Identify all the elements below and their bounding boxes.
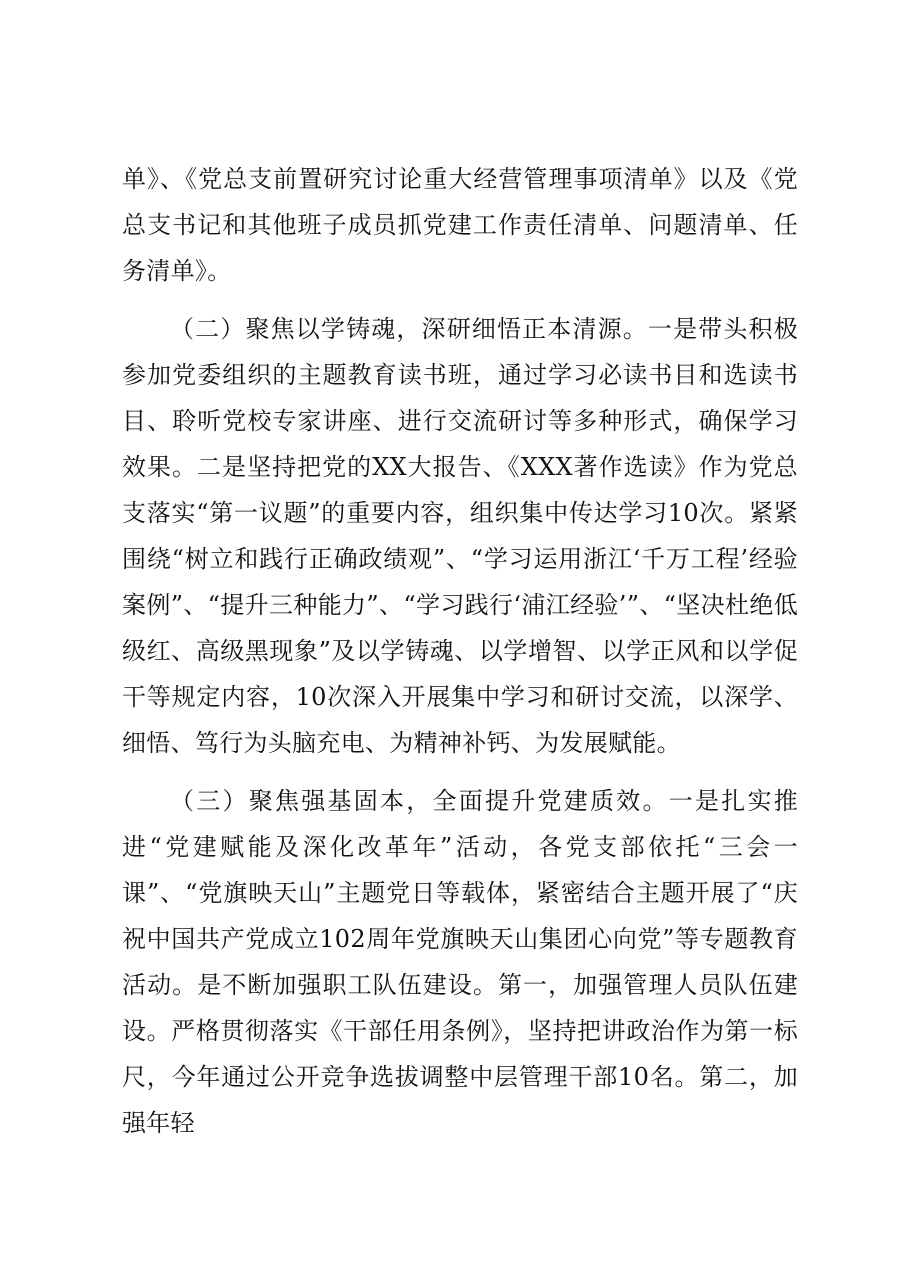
paragraph-continuation: 单》、《党总支前置研究讨论重大经营管理事项清单》以及《党总支书记和其他班子成员抓党建工作责任清单、问题清单、任务清单》。	[122, 165, 798, 285]
paragraph-section-3: （三）聚焦强基固本，全面提升党建质效。一是扎实推进“党建赋能及深化改革年”活动，各党支部依托“三会一课”、“党旗映天山”主题党日等载体，紧密结合主题开展了“庆祝中国共产党成立102周年党旗映天山集团心向党”等专题教育活动。是不断加强职工队伍建设。第一，加强管理人员队伍建设。严格贯彻落实《干部任用条例》，坚持把讲政治作为第一标尺，今年通过公开竞争选拔调整中层管理干部10名。第二，加强年轻	[122, 787, 798, 1137]
document-body	[122, 156, 798, 1158]
paragraph-section-2: （二）聚焦以学铸魂，深研细悟正本清源。一是带头积极参加党委组织的主题教育读书班，通过学习必读书目和选读书目、聆听党校专家讲座、进行交流研讨等多种形式，确保学习效果。二是坚持把党的XX大报告、《XXX著作选读》作为党总支落实“第一议题”的重要内容，组织集中传达学习10次。紧紧围绕“树立和践行正确政绩观”、“学习运用浙江‘千万工程’经验案例”、“提升三种能力”、“学习践行‘浦江经验’”、“坚决杜绝低级红、高级黑现象”及以学铸魂、以学增智、以学正风和以学促干等规定内容，10次深入开展集中学习和研讨交流，以深学、细悟、笃行为头脑充电、为精神补钙、为发展赋能。	[122, 315, 798, 757]
